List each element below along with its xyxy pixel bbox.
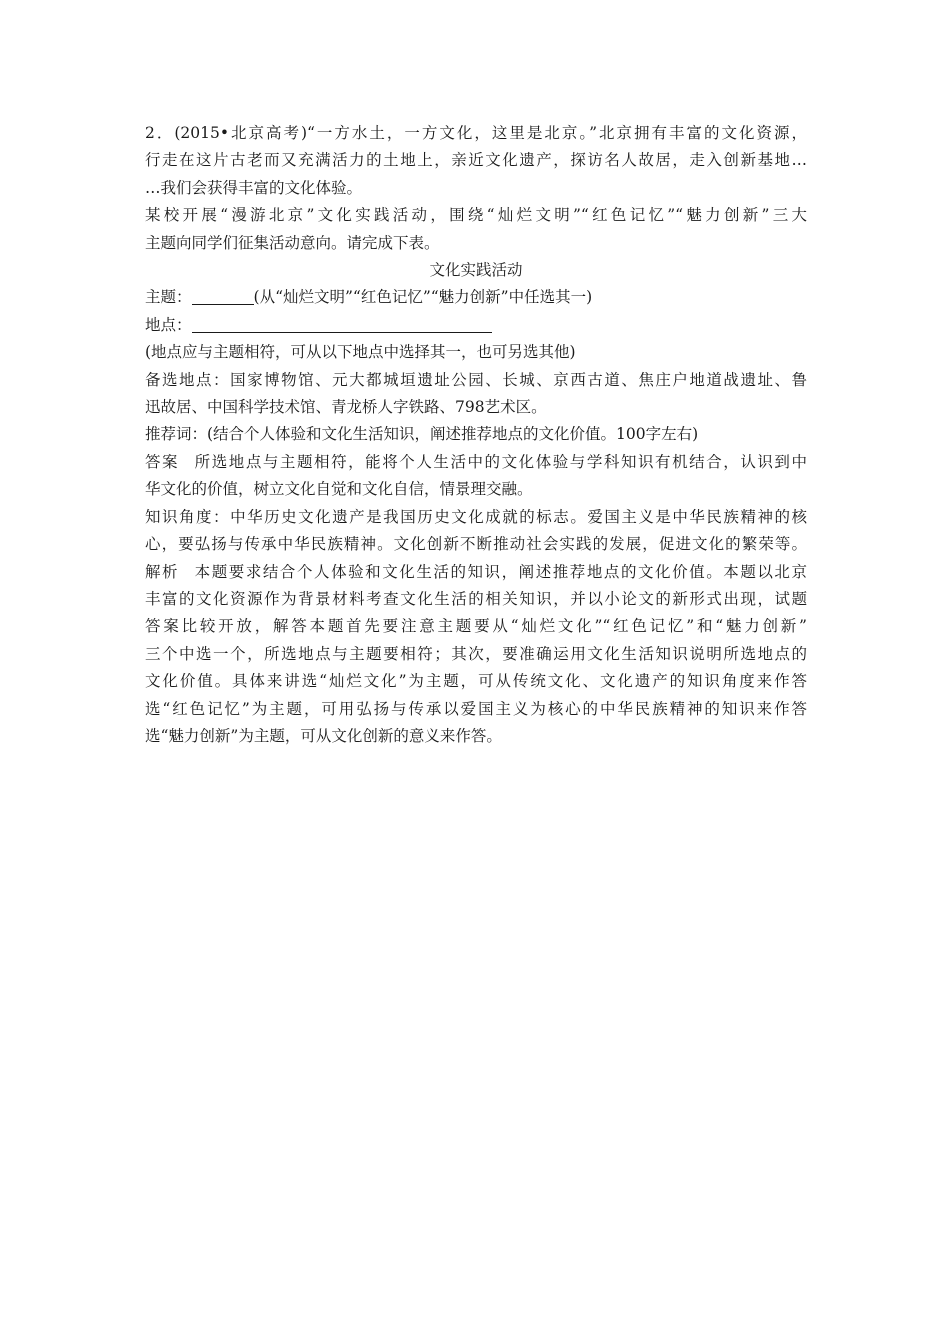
place-blank[interactable] xyxy=(192,316,492,333)
question-line: 主题向同学们征集活动意向。请完成下表。 xyxy=(145,233,440,252)
analysis-line xyxy=(145,559,807,586)
answer-label: 答案 xyxy=(145,452,180,471)
form-title: 文化实践活动 xyxy=(429,261,523,280)
theme-label: 主题： xyxy=(145,288,192,307)
question-line: 行走在这片古老而又充满活力的土地上，亲近文化遗产，探访名人故居，走入创新基地… xyxy=(145,151,807,170)
analysis-line: 选“红色记忆”为主题，可用弘扬与传承以爱国主义为核心的中华民族精神的知识来作答 xyxy=(145,699,807,718)
theme-hint: (从“灿烂文明”“红色记忆”“魅力创新”中任选其一) xyxy=(253,288,593,307)
question-line: …我们会获得丰富的文化体验。 xyxy=(145,178,363,197)
analysis-line: 选“魅力创新”为主题，可从文化创新的意义来作答。 xyxy=(145,726,502,745)
analysis-line: 答案比较开放，解答本题首先要注意主题要从“灿烂文化”“红色记忆”和“魅力创新” xyxy=(145,617,807,636)
analysis-label: 解析 xyxy=(145,562,180,581)
place-label: 地点： xyxy=(145,315,192,334)
question-line: 某校开展“漫游北京”文化实践活动，围绕“灿烂文明”“红色记忆”“魅力创新”三大 xyxy=(145,206,807,225)
answer-text: 所选地点与主题相符，能将个人生活中的文化体验与学科知识有机结合，认识到中 xyxy=(193,452,807,471)
recommend-prompt: 推荐词：(结合个人体验和文化生活知识，阐述推荐地点的文化价值。100字左右) xyxy=(145,425,699,444)
analysis-line: 丰富的文化资源作为背景材料考查文化生活的相关知识，并以小论文的新形式出现，试题 xyxy=(145,589,807,608)
theme-row xyxy=(145,284,807,311)
question-stem xyxy=(145,120,807,257)
options-line: 迅故居、中国科学技术馆、青龙桥人字铁路、798艺术区。 xyxy=(145,398,547,417)
place-hint: (地点应与主题相符，可从以下地点中选择其一，也可另选其他) xyxy=(145,343,576,362)
analysis-line: 三个中选一个，所选地点与主题要相符；其次，要准确运用文化生活知识说明所选地点的 xyxy=(145,644,807,663)
document-page xyxy=(145,120,807,750)
place-row xyxy=(145,312,807,339)
theme-blank[interactable] xyxy=(192,288,254,305)
analysis-line: 文化价值。具体来讲选“灿烂文化”为主题，可从传统文化、文化遗产的知识角度来作答 xyxy=(145,672,807,691)
answer-line: 华文化的价值，树立文化自觉和文化自信，情景理交融。 xyxy=(145,480,533,499)
analysis-text: 本题要求结合个人体验和文化生活的知识，阐述推荐地点的文化价值。本题以北京 xyxy=(193,562,807,581)
knowledge-line: 知识角度：中华历史文化遗产是我国历史文化成就的标志。爱国主义是中华民族精神的核 xyxy=(145,507,807,526)
answer-line xyxy=(145,449,807,476)
question-line: 2．(2015•北京高考)“一方水土，一方文化，这里是北京。”北京拥有丰富的文化资源， xyxy=(145,124,807,142)
options-line: 备选地点：国家博物馆、元大都城垣遗址公园、长城、京西古道、焦庄户地道战遗址、鲁 xyxy=(145,370,807,389)
knowledge-line: 心，要弘扬与传承中华民族精神。文化创新不断推动社会实践的发展，促进文化的繁荣等。 xyxy=(145,535,807,554)
